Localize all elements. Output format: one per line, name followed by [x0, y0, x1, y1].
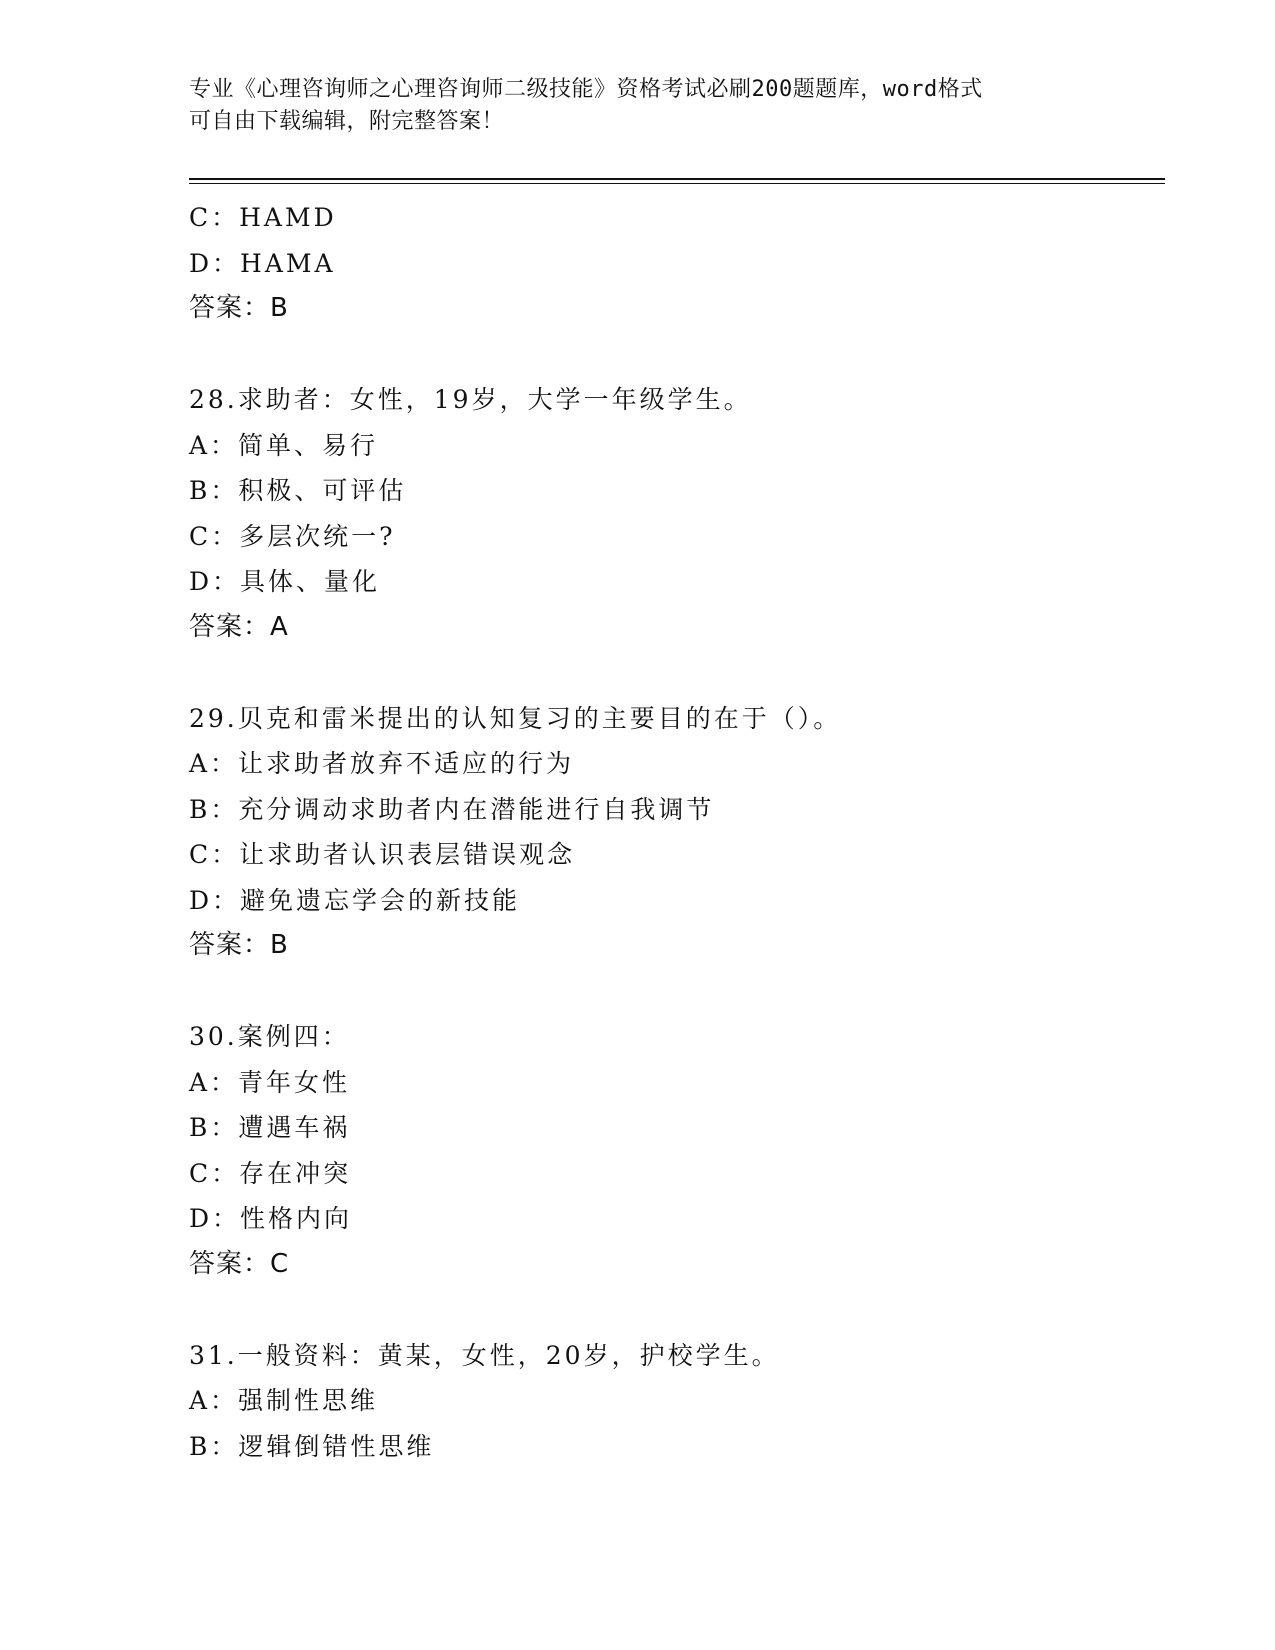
question-stem: 31.一般资料：黄某，女性，20岁，护校学生。	[189, 1340, 780, 1370]
document-header	[189, 74, 1089, 138]
option-a: A：让求助者放弃不适应的行为	[189, 749, 575, 778]
option-b: B：积极、可评估	[189, 476, 407, 505]
option-c: C：让求助者认识表层错误观念	[189, 840, 576, 869]
question-stem: 29.贝克和雷米提出的认知复习的主要目的在于（）。	[189, 703, 842, 733]
option-a: A：简单、易行	[189, 430, 379, 460]
answer-line: 答案：C	[189, 1248, 290, 1279]
header-line-1: 专业《心理咨询师之心理咨询师二级技能》资格考试必刷200题题库，word格式	[189, 77, 983, 102]
answer-line: 答案：B	[189, 930, 289, 960]
option-a: A：青年女性	[189, 1067, 351, 1097]
spacer	[189, 650, 1165, 696]
option-d: D：性格内向	[189, 1204, 353, 1233]
option-d: D：避免遗忘学会的新技能	[189, 885, 521, 915]
question-stem: 28.求助者：女性，19岁，大学一年级学生。	[189, 385, 752, 414]
question-list	[189, 195, 1165, 1469]
option-c: C：HAMD	[189, 203, 337, 232]
option-b: B：充分调动求助者内在潜能进行自我调节	[189, 794, 715, 824]
header-line-2: 可自由下载编辑，附完整答案！	[189, 109, 505, 134]
spacer	[189, 332, 1165, 378]
answer-line: 答案：A	[189, 611, 289, 642]
option-d: D：具体、量化	[189, 567, 381, 596]
option-b: B：逻辑倒错性思维	[189, 1431, 435, 1461]
option-a: A：强制性思维	[189, 1386, 379, 1415]
header-rule-thin	[189, 183, 1165, 184]
question-stem: 30.案例四：	[189, 1022, 350, 1051]
option-b: B：遭遇车祸	[189, 1113, 351, 1142]
option-c: C：存在冲突	[189, 1158, 352, 1188]
option-c: C：多层次统一?	[189, 521, 396, 551]
option-d: D：HAMA	[189, 248, 336, 278]
header-rule-thick	[189, 178, 1165, 180]
answer-line: 答案：B	[189, 293, 289, 323]
spacer	[189, 969, 1165, 1015]
spacer	[189, 1287, 1165, 1333]
